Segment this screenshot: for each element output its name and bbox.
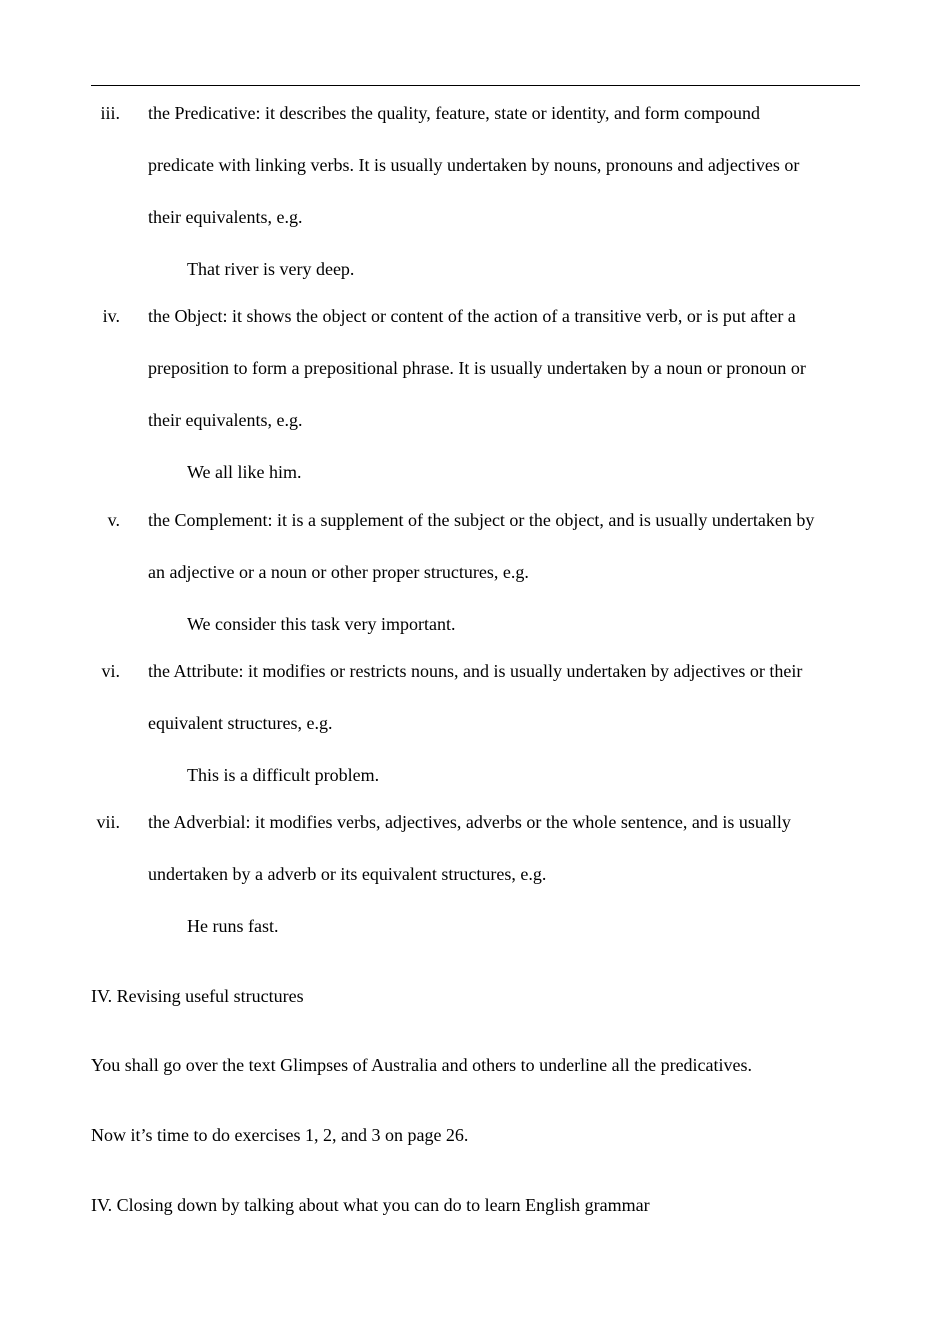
example-sentence: We all like him. <box>187 462 302 482</box>
item-text-line: equivalent structures, e.g. <box>148 713 333 733</box>
item-number: vi. <box>101 661 120 681</box>
item-text-line: the Predicative: it describes the quality, feature, state or identity, and form compound <box>148 103 760 123</box>
item-text-line: their equivalents, e.g. <box>148 410 303 430</box>
item-text-line: the Object: it shows the object or content of the action of a transitive verb, or is put after a <box>148 306 796 326</box>
item-number: vii. <box>96 812 120 832</box>
example-sentence: He runs fast. <box>187 916 279 936</box>
closing-heading: IV. Closing down by talking about what you can do to learn English grammar <box>91 1195 650 1215</box>
section-heading: IV. Revising useful structures <box>91 986 304 1006</box>
header-rule <box>91 85 860 86</box>
item-number: iii. <box>100 103 120 123</box>
paragraph: Now it’s time to do exercises 1, 2, and 3 on page 26. <box>91 1125 469 1145</box>
item-text-line: the Attribute: it modifies or restricts nouns, and is usually undertaken by adjectives or their <box>148 661 803 681</box>
item-text-line: preposition to form a prepositional phrase. It is usually undertaken by a noun or pronoun or <box>148 358 806 378</box>
item-number: v. <box>107 510 120 530</box>
item-text-line: predicate with linking verbs. It is usually undertaken by nouns, pronouns and adjectives or <box>148 155 800 175</box>
item-number: iv. <box>102 306 120 326</box>
item-text-line: the Adverbial: it modifies verbs, adjectives, adverbs or the whole sentence, and is usually <box>148 812 791 832</box>
example-sentence: That river is very deep. <box>187 259 355 279</box>
item-text-line: their equivalents, e.g. <box>148 207 303 227</box>
item-text-line: the Complement: it is a supplement of the subject or the object, and is usually undertaken by <box>148 510 815 530</box>
paragraph: You shall go over the text Glimpses of Australia and others to underline all the predicatives. <box>91 1055 753 1075</box>
item-text-line: undertaken by a adverb or its equivalent structures, e.g. <box>148 864 547 884</box>
example-sentence: This is a difficult problem. <box>187 765 380 785</box>
example-sentence: We consider this task very important. <box>187 614 456 634</box>
item-text-line: an adjective or a noun or other proper structures, e.g. <box>148 562 529 582</box>
